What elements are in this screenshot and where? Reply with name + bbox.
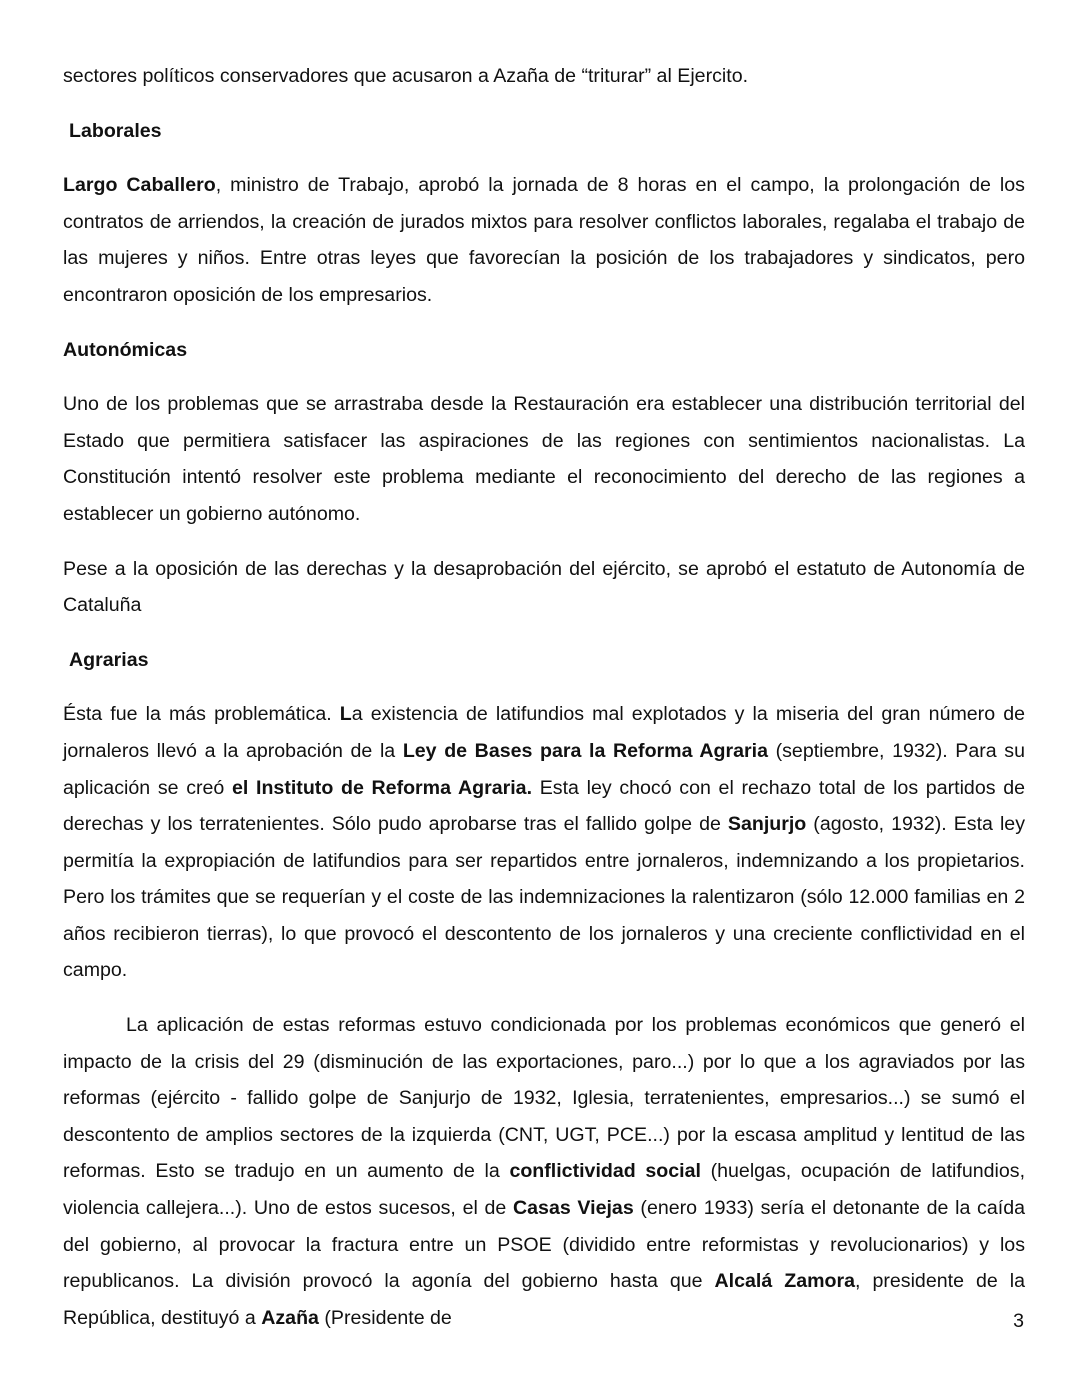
agrarias-text-1: Ésta fue la más problemática. xyxy=(63,703,340,726)
closing-text-2: (huelgas, ocupación de latifundios, violencia callejera...). Uno de estos sucesos, el de xyxy=(63,1160,1026,1220)
closing-text-5: (Presidente de xyxy=(318,1306,452,1329)
agrarias-text-3: (septiembre, 1932). Para su aplicación se creó xyxy=(63,739,1025,799)
bold-azana: Azaña xyxy=(261,1306,319,1329)
laborales-paragraph xyxy=(63,167,1025,313)
bold-letter-l: L xyxy=(339,703,352,726)
bold-alcala-zamora: Alcalá Zamora xyxy=(714,1270,856,1293)
heading-autonomicas: Autonómicas xyxy=(63,338,188,361)
bold-instituto-reforma-agraria: el Instituto de Reforma Agraria. xyxy=(232,776,533,799)
bold-largo-caballero: Largo Caballero xyxy=(63,174,216,197)
agrarias-text-4: Esta ley chocó con el rechazo total de los partidos de derechas y los terratenientes. Sólo pudo aprobarse tras el fallido golpe de xyxy=(63,776,1025,836)
agrarias-text-2: a existencia de latifundios mal explotados y la miseria del gran número de jornaleros llevó a la aprobación de la xyxy=(63,703,1025,762)
agrarias-paragraph xyxy=(63,696,1025,989)
agrarias-text-5: (agosto, 1932). Esta ley permitía la expropiación de latifundios para ser repartidos entre jornaleros, indemnizando a los propietarios. Pero los trámites que se requerían y el coste de las indemnizaciones la ralentizaron (sólo 12.000 familias en 2 años recibieron tierras), lo que provocó el descontento de los jornaleros y una creciente conflictividad en el campo. xyxy=(63,813,1025,982)
closing-text-3: (enero 1933) sería el detonante de la caída del gobierno, al provocar la fractura entre un PSOE (dividido entre reformistas y revolucionarios) y los republicanos. La división provocó la agonía del gobierno hasta que xyxy=(63,1197,1025,1293)
bold-casas-viejas: Casas Viejas xyxy=(513,1197,634,1220)
document-page xyxy=(63,58,1025,1336)
bold-conflictividad-social: conflictividad social xyxy=(509,1160,701,1183)
heading-laborales: Laborales xyxy=(69,119,162,142)
bold-ley-de-bases: Ley de Bases para la Reforma Agraria xyxy=(402,739,768,762)
intro-paragraph: sectores políticos conservadores que acusaron a Azaña de “triturar” al Ejercito. xyxy=(63,65,749,87)
bold-sanjurjo: Sanjurjo xyxy=(727,813,807,836)
laborales-text: , ministro de Trabajo, aprobó la jornada de 8 horas en el campo, la prolongación de los contratos de arriendos, la creación de jurados mixtos para resolver conflictos laborales, regalaba el trabajo de las mujeres y niños. Entre otras leyes que favorecían la posición de los trabajadores y sindicatos, pero encontraron oposición de los empresarios. xyxy=(63,174,1025,306)
autonomicas-paragraph-2: Pese a la oposición de las derechas y la desaprobación del ejército, se aprobó el estatuto de Autonomía de Cataluña xyxy=(63,557,1025,617)
closing-text-1: La aplicación de estas reformas estuvo condicionada por los problemas económicos que generó el impacto de la crisis del 29 (disminución de las exportaciones, paro...) por lo que a los agraviados por las reformas (ejército - fallido golpe de Sanjurjo de 1932, Iglesia, terratenientes, empresarios...) se sumó el descontento de amplios sectores de la izquierda (CNT, UGT, PCE...) por la escasa amplitud y lentitud de las reformas. Esto se tradujo en un aumento de la xyxy=(63,1014,1025,1183)
heading-agrarias: Agrarias xyxy=(69,648,149,671)
page-number: 3 xyxy=(1013,1310,1024,1332)
closing-text-4: , presidente de la República, destituyó a xyxy=(63,1270,1025,1329)
autonomicas-paragraph-1: Uno de los problemas que se arrastraba desde la Restauración era establecer una distribución territorial del Estado que permitiera satisfacer las aspiraciones de las regiones con sentimientos nacionalistas. La Constitución intentó resolver este problema mediante el reconocimiento del derecho de las regiones a establecer un gobierno autónomo. xyxy=(63,393,1025,525)
closing-paragraph xyxy=(63,1007,1025,1336)
